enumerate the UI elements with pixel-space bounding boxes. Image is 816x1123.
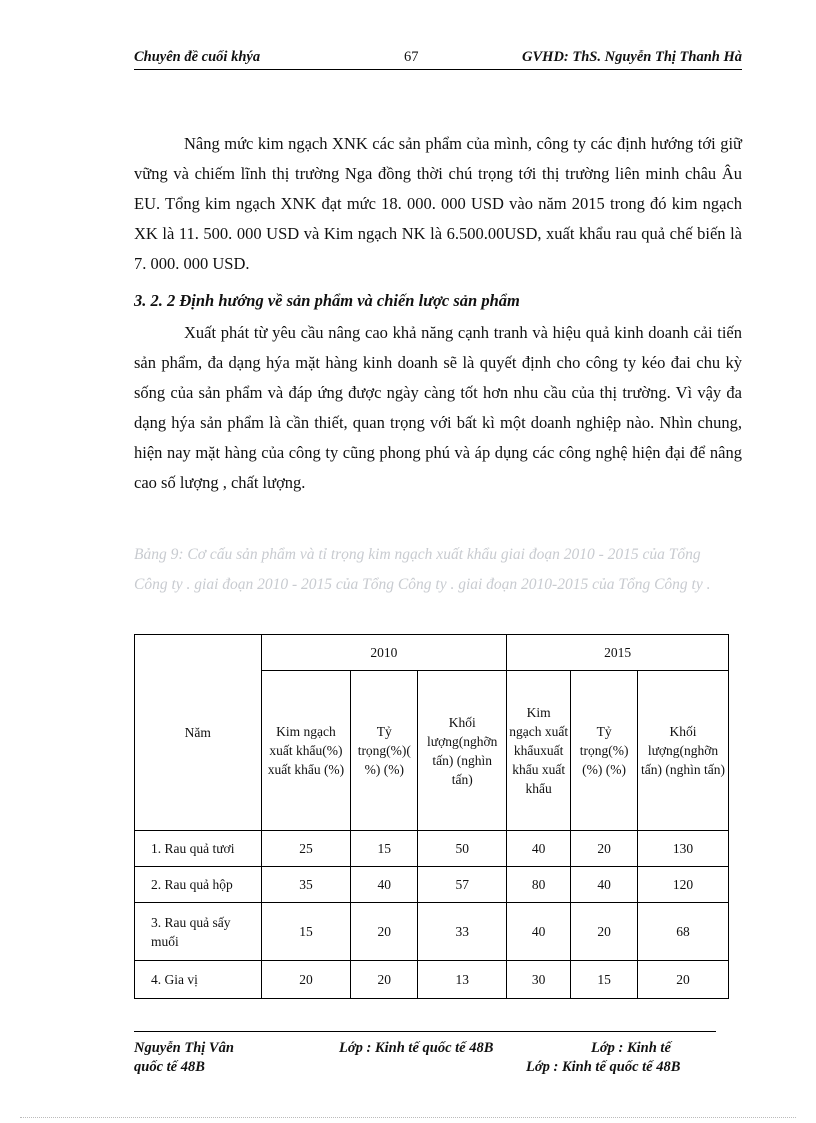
table-cell: 120 [638,867,729,903]
row-label: 2. Rau quả hộp [135,867,262,903]
paragraph-1 [134,129,742,279]
row-label: 4. Gia vị [135,961,262,999]
paragraph-1-text: Nâng mức kim ngạch XNK các sản phẩm của mình, công ty các định hướng tới giữ vững và chiếm lĩnh thị trường Nga đồng thời chú trọng tới thị trường liên minh châu Âu EU. Tổng kim ngạch XNK đạt mức 18. 000. 000 USD vào năm 2015 trong đó kim ngạch XK là 11. 500. 000 USD và Kim ngạch NK là 6.500.00USD, xuất khẩu rau quả chế biến là 7. 000. 000 USD. [134,134,742,273]
table-cell: 68 [638,903,729,961]
page-header [134,47,742,70]
year-2015-header: 2015 [507,635,729,671]
row-label: 1. Rau quả tươi [135,831,262,867]
subheader-cell: Khối lượng(nghỡn tấn) (nghìn tấn) [418,671,507,831]
section-heading: 3. 2. 2 Định hướng về sản phẩm và chiến lược sản phẩm [134,291,520,310]
paragraph-2 [134,318,742,498]
header-supervisor: GVHD: ThS. Nguyễn Thị Thanh Hà [522,49,742,65]
footer-author: Nguyễn Thị Vân [134,1040,234,1056]
table-cell: 20 [571,903,638,961]
table-cell: 20 [261,961,351,999]
table-cell: 20 [351,903,418,961]
table-cell: 25 [261,831,351,867]
table-cell: 30 [507,961,571,999]
table-cell: 130 [638,831,729,867]
page-footer [134,1031,716,1078]
year-2010-header: 2010 [261,635,507,671]
product-structure-table [134,634,729,999]
table-cell: 35 [261,867,351,903]
table-cell: 50 [418,831,507,867]
subheader-cell: Kim ngạch xuất khẩu(%) xuất khẩu (%) [261,671,351,831]
table-cell: 40 [351,867,418,903]
page-number: 67 [404,49,419,65]
footer-class: Lớp : Kinh tế [591,1040,671,1056]
table-cell: 15 [571,961,638,999]
table-year-row [135,635,729,671]
table-corner-cell: Năm [135,635,262,831]
table-row [135,867,729,903]
table-cell: 57 [418,867,507,903]
footer-class: Lớp : Kinh tế quốc tế 48B [526,1059,681,1075]
table-caption: Bảng 9: Cơ cấu sản phẩm và tỉ trọng kim ngạch xuất khẩu giai đoạn 2010 - 2015 của Tổng Công ty . giai đoạn 2010 - 2015 của Tổng Công ty . giai đoạn 2010-2015 của Tổng Công ty . [134,546,711,593]
subheader-cell: Tỷ trọng(%)( %) (%) [351,671,418,831]
subheader-cell: Tỷ trọng(%) (%) (%) [571,671,638,831]
row-label: 3. Rau quả sấy muối [135,903,262,961]
paragraph-2-text: Xuất phát từ yêu cầu nâng cao khả năng cạnh tranh và hiệu quả kinh doanh cải tiến sản phẩm, đa dạng hýa mặt hàng kinh doanh sẽ là quyết định cho công ty kéo đai chu kỳ sống của sản phẩm và đáp ứng được ngày càng tốt hơn nhu cầu của thị trường. Vì vậy đa dạng hýa sản phẩm là cần thiết, quan trọng với bất kì một doanh nghiệp nào. Nhìn chung, hiện nay mặt hàng của công ty cũng phong phú và áp dụng các công nghệ hiện đại để nâng cao số lượng , chất lượng. [134,323,742,492]
table-cell: 20 [351,961,418,999]
page-bottom-divider [20,1117,796,1118]
table-cell: 80 [507,867,571,903]
table-cell: 40 [507,831,571,867]
footer-class: Lớp : Kinh tế quốc tế 48B [339,1040,494,1056]
table-cell: 20 [638,961,729,999]
table-cell: 15 [351,831,418,867]
table-cell: 33 [418,903,507,961]
subheader-cell: Kim ngạch xuất khẩuxuất khẩu xuất khẩu [507,671,571,831]
subheader-cell: Khối lượng(nghỡn tấn) (nghìn tấn) [638,671,729,831]
table-cell: 40 [571,867,638,903]
table-row [135,903,729,961]
table-row [135,961,729,999]
table-cell: 13 [418,961,507,999]
table-cell: 40 [507,903,571,961]
footer-author-cont: quốc tế 48B [134,1059,205,1075]
table-cell: 20 [571,831,638,867]
table-cell: 15 [261,903,351,961]
table-row [135,831,729,867]
header-title: Chuyên đề cuối khýa [134,49,261,65]
